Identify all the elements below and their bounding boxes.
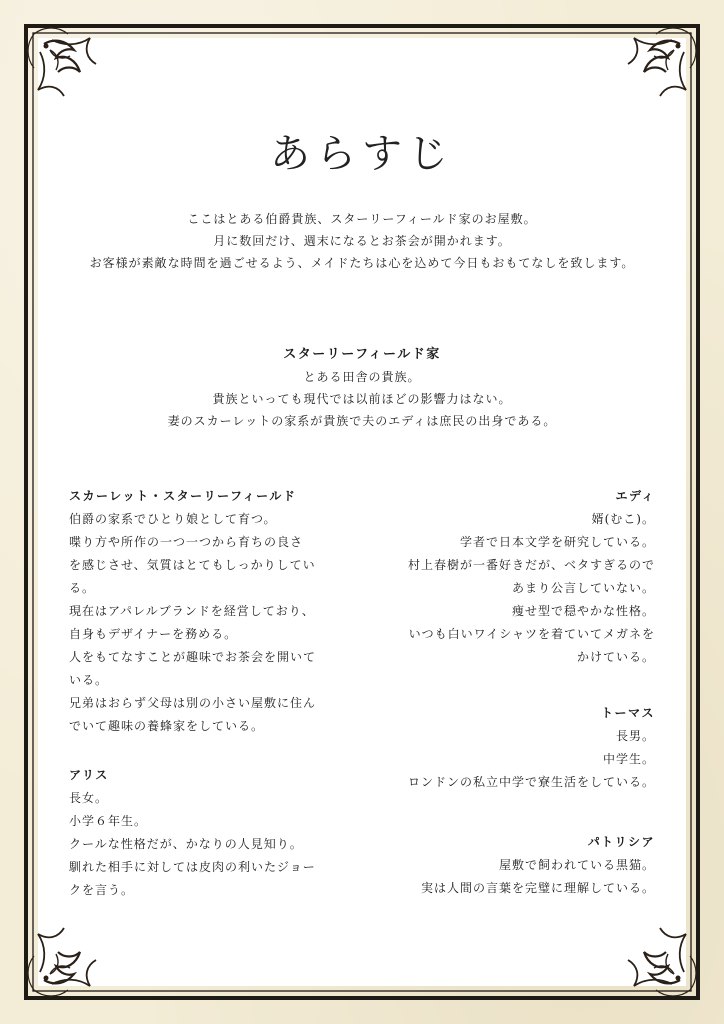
character-line: を感じさせ、気質はとてもしっかりしてい xyxy=(69,558,316,572)
character-line: 実は人間の言葉を完璧に理解している。 xyxy=(420,881,655,895)
family-line: とある田舎の貴族。 xyxy=(303,370,421,384)
character-line: 現在はアパレルブランドを経営しており、 xyxy=(69,604,315,618)
intro-line: ここはとある伯爵貴族、スターリーフィールド家のお屋敷。 xyxy=(187,212,537,226)
character-scarlet xyxy=(69,485,316,738)
character-line: ロンドンの私立中学で寮生活をしている。 xyxy=(407,775,655,789)
character-eddie xyxy=(408,485,655,669)
character-line: 兄弟はおらず父母は別の小さい屋敷に住ん xyxy=(69,696,317,710)
character-name: パトリシア xyxy=(587,835,655,849)
family-section xyxy=(0,344,724,432)
intro-line: 月に数回だけ、週末になるとお茶会が開かれます。 xyxy=(213,234,511,248)
character-thomas xyxy=(408,702,655,794)
character-line: 痩せ型で穏やかな性格。 xyxy=(511,604,655,618)
intro-paragraph xyxy=(0,208,724,274)
character-line: 村上春樹が一番好きだが、ベタすぎるので xyxy=(407,558,655,572)
character-line: る。 xyxy=(69,581,96,595)
character-line: かけている。 xyxy=(576,650,655,664)
character-line: 長男。 xyxy=(615,729,655,743)
character-patricia xyxy=(421,831,655,900)
character-alice xyxy=(69,764,316,902)
family-heading: スターリーフィールド家 xyxy=(283,347,441,362)
character-line: 長女。 xyxy=(69,791,109,805)
character-line: 小学６年生。 xyxy=(69,814,148,828)
character-line: 学者で日本文学を研究している。 xyxy=(459,535,655,549)
character-line: 伯爵の家系でひとり娘として育つ。 xyxy=(69,512,277,526)
character-line: いつも白いワイシャツを着ていてメガネを xyxy=(408,627,655,641)
character-line: 屋敷で飼われている黒猫。 xyxy=(498,858,655,872)
character-line: あまり公言していない。 xyxy=(511,581,655,595)
character-line: いる。 xyxy=(69,673,109,687)
character-line: 馴れた相手に対しては皮肉の利いたジョー xyxy=(69,860,316,874)
character-line: 喋り方や所作の一つ一つから育ちの良さ xyxy=(69,535,304,549)
character-name: アリス xyxy=(69,768,109,782)
intro-line: お客様が素敵な時間を過ごせるよう、メイドたちは心を込めて今日もおもてなしを致します。 xyxy=(89,256,635,270)
character-line: クを言う。 xyxy=(69,883,135,897)
character-line: クールな性格だが、かなりの人見知り。 xyxy=(69,837,303,851)
character-line: 婿(むこ)。 xyxy=(591,512,655,526)
family-line: 妻のスカーレットの家系が貴族で夫のエディは庶民の出身である。 xyxy=(167,414,557,428)
character-line: 中学生。 xyxy=(602,752,655,766)
character-line: 人をもてなすことが趣味でお茶会を開いて xyxy=(69,650,317,664)
family-line: 貴族といっても現代では以前ほどの影響力はない。 xyxy=(212,392,512,406)
character-name: スカーレット・スターリーフィールド xyxy=(69,489,297,503)
character-line: でいて趣味の養蜂家をしている。 xyxy=(69,719,265,733)
character-line: 自身もデザイナーを務める。 xyxy=(69,627,238,641)
character-name: トーマス xyxy=(600,706,655,720)
character-name: エディ xyxy=(615,489,655,503)
page-title: あらすじ xyxy=(270,131,454,177)
